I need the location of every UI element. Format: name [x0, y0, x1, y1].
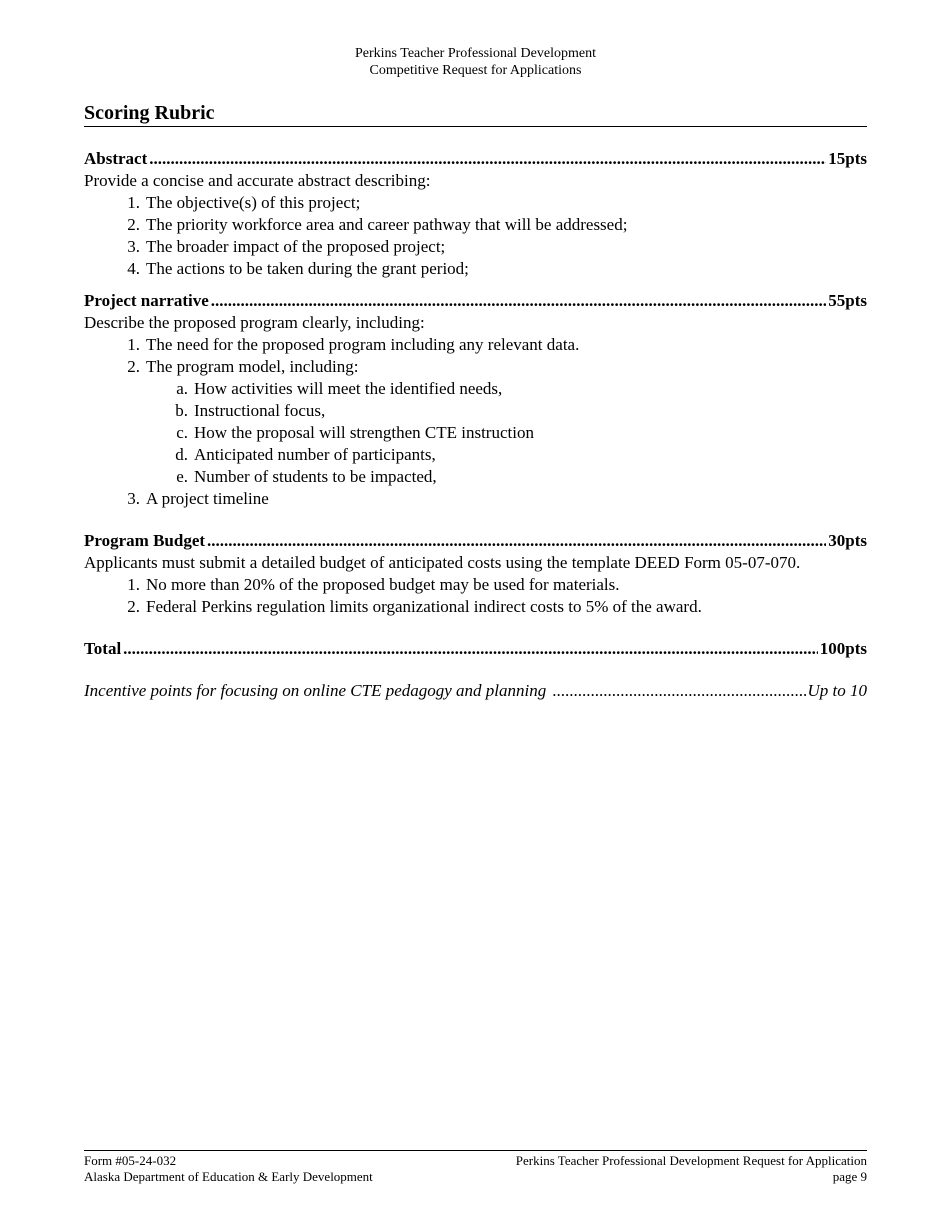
document-page — [84, 0, 867, 1230]
total-label: Total — [84, 639, 122, 658]
list-number: 1. — [127, 193, 140, 212]
sublist-letter: c. — [176, 423, 188, 442]
list-text: Federal Perkins regulation limits organizational indirect costs to 5% of the award. — [146, 597, 702, 616]
form-number: Form #05-24-032 — [84, 1153, 177, 1168]
header-line-2: Competitive Request for Applications — [369, 63, 582, 78]
list-text: No more than 20% of the proposed budget may be used for materials. — [146, 575, 620, 594]
sublist-letter: a. — [176, 379, 188, 398]
narrative-label: Project narrative — [84, 291, 209, 310]
sublist-item — [84, 422, 867, 444]
budget-intro: Applicants must submit a detailed budget of anticipated costs using the template DEED Form 05-07-070. — [84, 553, 801, 572]
dot-leader — [552, 680, 805, 702]
footer-left — [84, 1153, 373, 1185]
sublist-item — [84, 378, 867, 400]
sublist-item — [84, 400, 867, 422]
narrative-sublist — [84, 378, 867, 488]
dot-leader — [211, 290, 827, 312]
list-item — [84, 214, 867, 236]
dot-leader — [149, 148, 826, 170]
spacer — [84, 660, 867, 680]
abstract-section-title — [84, 148, 867, 170]
page-number: page 9 — [832, 1169, 867, 1184]
list-item — [84, 334, 867, 356]
sublist-item — [84, 444, 867, 466]
list-number: 2. — [127, 357, 140, 376]
sublist-text: How activities will meet the identified needs, — [194, 379, 503, 398]
abstract-label: Abstract — [84, 149, 148, 168]
list-item — [84, 258, 867, 280]
budget-list — [84, 574, 867, 618]
sublist-text: Anticipated number of participants, — [194, 445, 436, 464]
narrative-list — [84, 334, 867, 378]
budget-section-title — [84, 530, 867, 552]
list-text: The actions to be taken during the grant period; — [146, 259, 469, 278]
incentive-label: Incentive points for focusing on online CTE pedagogy and planning — [84, 681, 547, 700]
budget-label: Program Budget — [84, 531, 206, 550]
page-heading: Scoring Rubric — [84, 100, 867, 127]
footer-right — [516, 1153, 867, 1185]
spacer — [84, 618, 867, 638]
sublist-text: Instructional focus, — [194, 401, 326, 420]
list-text: The objective(s) of this project; — [146, 193, 361, 212]
page-footer — [84, 1150, 867, 1185]
abstract-intro: Provide a concise and accurate abstract describing: — [84, 171, 431, 190]
narrative-list-continued — [84, 488, 867, 510]
list-number: 3. — [127, 489, 140, 508]
list-number: 1. — [127, 335, 140, 354]
abstract-list — [84, 192, 867, 280]
sublist-letter: e. — [176, 467, 188, 486]
list-text: The program model, including: — [146, 357, 359, 376]
narrative-points: 55pts — [828, 291, 867, 310]
page-header — [84, 45, 867, 79]
total-line — [84, 638, 867, 660]
rubric-content — [84, 148, 867, 702]
narrative-section-title — [84, 290, 867, 312]
narrative-intro: Describe the proposed program clearly, including: — [84, 313, 425, 332]
list-item — [84, 192, 867, 214]
incentive-line — [84, 680, 867, 702]
budget-points: 30pts — [828, 531, 867, 550]
department-name: Alaska Department of Education & Early Development — [84, 1169, 373, 1184]
document-title: Perkins Teacher Professional Development Request for Application — [515, 1153, 867, 1168]
list-number: 3. — [127, 237, 140, 256]
list-number: 4. — [127, 259, 140, 278]
spacer — [84, 510, 867, 530]
sublist-letter: b. — [175, 401, 188, 420]
total-points: 100pts — [819, 639, 867, 658]
header-line-1: Perkins Teacher Professional Development — [355, 46, 596, 61]
list-text: The priority workforce area and career pathway that will be addressed; — [146, 215, 628, 234]
sublist-text: How the proposal will strengthen CTE instruction — [194, 423, 534, 442]
sublist-item — [84, 466, 867, 488]
list-item — [84, 596, 867, 618]
list-number: 2. — [127, 597, 140, 616]
list-text: A project timeline — [146, 489, 269, 508]
list-item — [84, 236, 867, 258]
list-number: 2. — [127, 215, 140, 234]
dot-leader — [207, 530, 826, 552]
sublist-text: Number of students to be impacted, — [194, 467, 437, 486]
sublist-letter: d. — [175, 445, 188, 464]
list-text: The broader impact of the proposed project; — [146, 237, 446, 256]
list-text: The need for the proposed program including any relevant data. — [146, 335, 580, 354]
list-item — [84, 574, 867, 596]
dot-leader — [123, 638, 818, 660]
list-number: 1. — [127, 575, 140, 594]
list-item — [84, 488, 867, 510]
spacer — [84, 280, 867, 290]
incentive-points: Up to 10 — [807, 681, 867, 700]
list-item — [84, 356, 867, 378]
abstract-points: 15pts — [828, 149, 867, 168]
